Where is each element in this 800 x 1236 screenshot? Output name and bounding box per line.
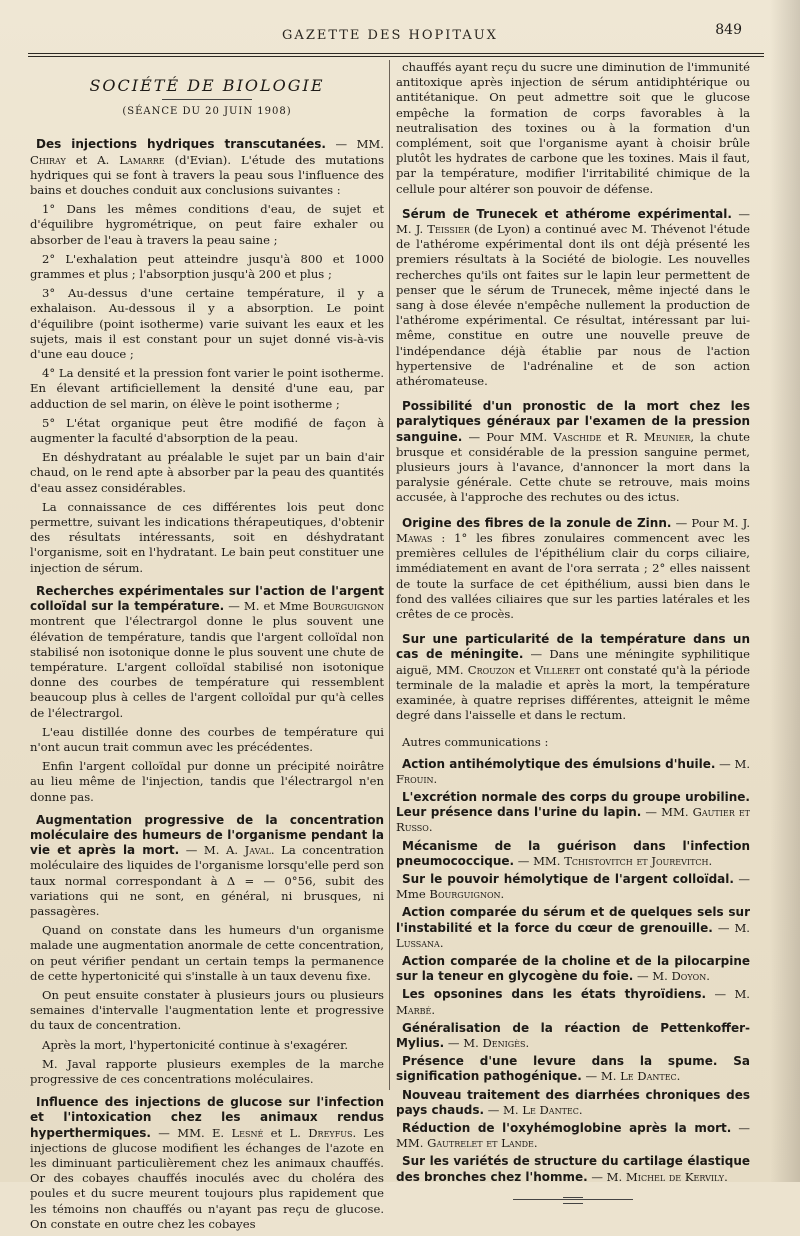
section-title: SOCIÉTÉ DE BIOLOGIE: [89, 76, 325, 95]
article-continuation: chauffés ayant reçu du sucre une diminution de l'immunité antitoxique après injection de sérum antidiphtérique ou antitétanique. On peut admettre soit que le glucose empêche la formation de corps favorables à la neutralisation des toxines ou à la formation d'un complément, soit que l'organisme ayant à choisir brûle plutôt les hydrates de carbone que les toxines. Mais il faut, par la température, modifier l'irritabilité chimique de la cellule pour altérer son pouvoir de défense.: [396, 60, 750, 196]
author-prefix: M.: [606, 1169, 623, 1184]
author-prefix: M. J.: [396, 222, 424, 237]
section-subtitle: (SÉANCE DU 20 JUIN 1908): [122, 106, 292, 118]
author-name: Vaschide: [553, 429, 602, 444]
author-name: Frouin.: [396, 771, 438, 786]
author-name: Lussana.: [396, 935, 444, 950]
article-title: Influence des injections de glucose sur l'infection et l'intoxication chez les animaux rendus hyperthermiques.: [30, 1095, 384, 1140]
article-text: , la chute brusque et considérable de la pression sanguine permet, plusieurs jours à l'avance, d'annoncer la mort dans la paralysie générale. Cette chute se retrouve, mais moins accusée, à l'approche des rechutes ou des ictus.: [396, 429, 750, 505]
article-lead: Origine des fibres de la zonule de Zinn. — Pour M. J. Mawas : 1° les fibres zonulaires commencent avec les premières cellules de l'épithélium clair du corps ciliaire, immédiatement en avant de l'ora serrata ; 2° elles naissent de toute la surface de cet épithélium, aussi bien dans le fond des vallées ciliaires que sur les parties latérales et les crêtes de ce procès.: [396, 515, 751, 621]
communication-item: Action comparée de la choline et de la pilocarpine sur la teneur en glycogène du foie. — M. Doyon.: [396, 953, 750, 984]
author-prefix: M. A.: [203, 843, 239, 858]
article-title: Recherches expérimentales sur l'action de l'argent colloïdal sur la température.: [30, 583, 384, 614]
communication-title: Action antihémolytique des émulsions d'huile.: [402, 756, 716, 771]
other-communications-label: Autres communications :: [402, 735, 549, 750]
article-title: Origine des fibres de la zonule de Zinn.: [402, 515, 672, 530]
author-prefix: M.: [463, 1035, 479, 1050]
article-injections-hydriques: [30, 137, 384, 575]
article-text: montrent que l'électrargol donne le plus souvent une élévation de température, tandis que l'argent colloïdal non stabilisé non isotonique donne le plus souvent une chute de température. L'argent colloïdal stabilisé non isotonique donne des courbes de température qui ressemblent beaucoup plus à celles de l'argent colloïdal pur qu'à celles de l'électrargol.: [30, 614, 384, 720]
communication-title: Action comparée du sérum et de quelques sels sur l'instabilité et la force du cœur de grenouille.: [396, 905, 750, 935]
paragraph: En déshydratant au préalable le sujet par un bain d'air chaud, on le rend apte à absorber par la peau des quantités d'eau assez considérables.: [30, 450, 384, 495]
communication-title: Les opsonines dans les états thyroïdiens.: [402, 987, 707, 1002]
communication-title: Nouveau traitement des diarrhées chroniques des pays chauds.: [396, 1087, 750, 1117]
article-title: Des injections hydriques transcutanées.: [36, 137, 326, 152]
paragraph: 1° Dans les mêmes conditions d'eau, de sujet et d'équilibre hygrométrique, on peut faire exhaler ou absorber de l'eau à travers la peau saine ;: [30, 202, 384, 247]
author-prefix: M.: [503, 1102, 519, 1117]
article-lead: Influence des injections de glucose sur l'infection et l'intoxication chez les animaux rendus hyperthermiques. — MM. E. Lesné et L. Dreyfus. Les injections de glucose modifient les échanges de l'azote en les diminuant particulièrement chez les animaux chauffés. Or des cobayes chauffés inoculés avec du choléra des poules et du sucre meurent toujours plus rapidement que les témoins non chauffés ou n'ayant pas reçu de glucose. On constate en outre chez les cobayes: [30, 1095, 385, 1231]
author-name: Michel de Kervily.: [625, 1169, 728, 1184]
author-name: Le Dantec.: [522, 1102, 583, 1117]
article-text: (d'Evian). L'étude des mutations hydriques qui se font à travers la peau sous l'influence des bains et douches conduit aux conclusions suivantes :: [30, 152, 385, 198]
communication-item: L'excrétion normale des corps du groupe urobiline. Leur présence dans l'urine du lapin. — MM. Gautier et Russo.: [396, 789, 751, 835]
page-edge-shadow: [770, 0, 800, 1182]
author-prefix: MM.: [356, 137, 384, 152]
author-join: et A.: [75, 152, 110, 167]
section-title-rule: [162, 99, 252, 100]
author-name: Tchistovitch et Jourevitch.: [564, 853, 713, 868]
communications-list: [396, 757, 750, 1185]
communication-item: Action antihémolytique des émulsions d'huile. — M. Frouin.: [396, 756, 751, 786]
communication-item: Mécanisme de la guérison dans l'infection pneumococcique. — MM. Tchistovitch et Jourevitch.: [396, 838, 750, 868]
article-serum-trunecek: [396, 207, 750, 389]
article-title: Sérum de Trunecek et athérome expérimental.: [402, 206, 732, 221]
article-lead: Sérum de Trunecek et athérome expérimental. — M. J. Teissier (de Lyon) a continué avec M. Thévenot l'étude de l'athérome expérimental dont ils ont déjà présenté les premiers résultats à la Société de biologie. Les nouvelles recherches qu'ils ont faites sur le lapin leur permettent de penser que le sérum de Trunecek, même injecté dans le sang à dose élevée n'empêche nullement la production de l'athérome expérimental. Ce résultat, intéressant par lui-même, constitue en outre une nouvelle preuve de l'indépendance déjà établie par nous de l'action hypertensive de l'adrénaline et de son action athéromateuse.: [396, 206, 751, 389]
author-prefix: MM.: [533, 853, 561, 868]
communication-item: Réduction de l'oxyhémoglobine après la mort. — MM. Gautrelet et Lande.: [396, 1121, 750, 1151]
author-prefix: M.: [652, 969, 668, 984]
author-join: et R.: [607, 429, 638, 444]
communication-title: Action comparée de la choline et de la pilocarpine sur la teneur en glycogène du foie.: [396, 953, 750, 984]
author-name: Gautier et Russo.: [396, 805, 751, 835]
paragraph: 4° La densité et la pression font varier le point isotherme. En élevant artificiellement la densité d'une eau, par adduction de sel marin, on élève le point isotherme ;: [30, 366, 384, 411]
author-name: Villeret: [534, 662, 580, 677]
author-name: Meunier: [643, 429, 691, 444]
paragraph: L'eau distillée donne des courbes de température qui n'ont aucun trait commun avec les précédentes.: [30, 724, 384, 754]
article-lead: Sur une particularité de la température dans un cas de méningite. — Dans une méningite syphilitique aiguë, MM. Crouzon et Villeret ont constaté qu'à la période terminale de la maladie et après la mort, la température examinée, à quatre reprises différentes, atteignit le même degré dans l'aisselle et dans le rectum.: [396, 632, 751, 723]
author-prefix: MM.: [396, 1136, 424, 1151]
author-prefix: M.: [734, 756, 751, 771]
author-name: Chiray: [30, 152, 66, 167]
paragraph: M. Javal rapporte plusieurs exemples de la marche progressive de ces concentrations moléculaires.: [30, 1056, 384, 1086]
communication-item: Sur les variétés de structure du cartilage élastique des bronches chez l'homme. — M. Michel de Kervily.: [396, 1154, 750, 1184]
author-name: Bourguignon.: [429, 887, 505, 902]
article-lead: Augmentation progressive de la concentration moléculaire des humeurs de l'organisme pendant la vie et après la mort. — M. A. Javal. La concentration moléculaire des liquides de l'organisme lorsqu'elle perd son taux normal correspondant à Δ = — 0°56, subit des variations qui ne sont, en général, ni brusques, ni passagères.: [30, 812, 384, 918]
communication-title: Présence d'une levure dans la spume. Sa signification pathogénique.: [396, 1054, 750, 1084]
communication-item: Les opsonines dans les états thyroïdiens. — M. Marbé.: [396, 987, 750, 1017]
author-join: et L.: [270, 1125, 301, 1140]
author-name: Mawas: [396, 530, 433, 545]
paragraph: Quand on constate dans les humeurs d'un organisme malade une augmentation anormale de cette concentration, on peut vérifier pendant un certain temps la permanence de cette hypertonicité qui s'installe à un taux devenu fixe.: [30, 923, 384, 983]
article-concentration-moleculaire: [30, 813, 384, 1087]
paragraph: 3° Au-dessus d'une certaine température, il y a exhalaison. Au-dessous il y a absorption. Le point d'équilibre (point isotherme) varie suivant les eaux et les sujets, mais il est constant pour un sujet donné vis-à-vis d'une eau douce ;: [30, 286, 384, 362]
author-prefix: Mme: [396, 887, 426, 902]
communication-title: Mécanisme de la guérison dans l'infection pneumococcique.: [396, 838, 750, 868]
article-meningite: [396, 632, 750, 723]
other-communications: [396, 735, 750, 1184]
communication-title: Généralisation de la réaction de Pettenkoffer-Mylius.: [396, 1020, 750, 1050]
communication-title: L'excrétion normale des corps du groupe urobiline. Leur présence dans l'urine du lapin.: [396, 789, 750, 820]
article-text: La concentration moléculaire des liquides de l'organisme lorsqu'elle perd son taux normal correspondant à Δ = — 0°56, subit des variations qui ne sont, en général, ni brusques, ni passagères.: [30, 843, 384, 918]
paragraph: On peut ensuite constater à plusieurs jours ou plusieurs semaines d'intervalle l'augmentation lente et progressive du taux de concentration.: [30, 987, 384, 1033]
author-name: Dreyfus: [308, 1125, 353, 1140]
end-ornament: [513, 1199, 633, 1200]
article-text: ont constaté qu'à la période terminale de la maladie et après la mort, la température examinée, à quatre reprises différentes, atteignit le même degré dans l'aisselle et dans le rectum.: [396, 662, 750, 723]
communication-title: Sur les variétés de structure du cartilage élastique des bronches chez l'homme.: [396, 1154, 750, 1184]
author-prefix: M. et Mme: [243, 599, 309, 614]
paragraph: 5° L'état organique peut être modifié de façon à augmenter la faculté d'absorption de la peau.: [30, 415, 384, 446]
article-text: Les injections de glucose modifient les échanges de l'azote en les diminuant particulièrement chez les animaux chauffés. Or des cobayes chauffés inoculés avec du choléra des poules et du sucre meurent toujours plus rapidement que les témoins non chauffés ou n'ayant pas reçu de glucose. On constate en outre chez les cobayes: [30, 1125, 385, 1231]
author-name: Bourguignon: [312, 599, 384, 614]
author-name: Le Dantec.: [620, 1069, 681, 1084]
author-prefix: Pour M. J.: [691, 515, 751, 530]
author-name: Crouzon: [467, 662, 516, 677]
header-rule-bottom: [28, 56, 764, 57]
author-prefix: Pour MM.: [486, 429, 548, 444]
column-divider: [389, 60, 390, 1090]
author-name: Javal: [244, 843, 271, 858]
communication-title: Réduction de l'oxyhémoglobine après la mort.: [402, 1121, 732, 1135]
author-name: Gautrelet et Lande.: [427, 1136, 538, 1151]
author-join: et: [519, 662, 531, 677]
article-text: : 1° les fibres zonulaires commencent avec les premières cellules de l'épithélium clair du corps ciliaire, immédiatement en avant de l'ora serrata ; 2° elles naissent de toute la surface de cet épithélium, aussi bien dans le fond des vallées ciliaires que sur les parties latérales et les crêtes de ce procès.: [396, 530, 751, 621]
left-column: [30, 60, 384, 1236]
article-zonule-zinn: [396, 516, 750, 622]
author-name: Lamarre: [119, 152, 165, 167]
article-argent-colloidal: [30, 584, 384, 805]
author-name: Doyon.: [671, 969, 710, 984]
author-name: Lesné: [231, 1125, 264, 1140]
author-prefix: M.: [734, 920, 750, 935]
paragraph: 2° L'exhalation peut atteindre jusqu'à 800 et 1000 grammes et plus ; l'absorption jusqu'à 200 et plus ;: [30, 251, 384, 282]
article-glucose-infection: [30, 1095, 384, 1232]
author-prefix: M.: [600, 1069, 617, 1084]
article-pronostic-mort: [396, 399, 750, 505]
article-lead: Des injections hydriques transcutanées. — MM. Chiray et A. Lamarre (d'Evian). L'étude des mutations hydriques qui se font à travers la peau sous l'influence des bains et douches conduit aux conclusions suivantes :: [30, 137, 385, 198]
communication-title: Sur le pouvoir hémolytique de l'argent colloïdal.: [402, 871, 734, 886]
article-title: Augmentation progressive de la concentration moléculaire des humeurs de l'organisme pendant la vie et après la mort.: [30, 812, 384, 858]
page-number: 849: [715, 22, 742, 38]
paragraph: La connaissance de ces différentes lois peut donc permettre, suivant les indications thérapeutiques, d'obtenir des résultats intéressants, soit en déshydratant l'organisme, soit en l'hydratant. Le bain peut constituer une injection de sérum.: [30, 499, 384, 575]
author-name: Teissier: [427, 222, 470, 237]
header-rule-top: [28, 53, 764, 54]
author-name: Denigès.: [482, 1035, 530, 1050]
paragraph: Enfin l'argent colloïdal pur donne un précipité noirâtre au lieu même de l'injection, tandis que l'électrargol n'en donne pas.: [30, 759, 384, 804]
author-name: Marbé.: [396, 1002, 436, 1017]
author-prefix: MM. E.: [177, 1125, 225, 1140]
article-title: Sur une particularité de la température dans un cas de méningite.: [396, 632, 750, 662]
communication-item: Présence d'une levure dans la spume. Sa signification pathogénique. — M. Le Dantec.: [396, 1054, 750, 1084]
page-header: [30, 22, 750, 48]
article-lead: Recherches expérimentales sur l'action de l'argent colloïdal sur la température. — M. et Mme Bourguignon montrent que l'électrargol donne le plus souvent une élévation de température, tandis que l'argent colloïdal non stabilisé non isotonique donne le plus souvent une chute de température. L'argent colloïdal stabilisé non isotonique donne des courbes de température qui ressemblent beaucoup plus à celles de l'argent colloïdal pur qu'à celles de l'électrargol.: [30, 583, 384, 720]
author-prefix: MM.: [661, 805, 689, 820]
paragraph: Après la mort, l'hypertonicité continue à s'exagérer.: [42, 1037, 349, 1052]
right-column: [396, 60, 750, 1200]
communication-item: Généralisation de la réaction de Pettenkoffer-Mylius. — M. Denigès.: [396, 1020, 750, 1050]
communication-item: Nouveau traitement des diarrhées chroniques des pays chauds. — M. Le Dantec.: [396, 1087, 750, 1117]
article-lead: Possibilité d'un pronostic de la mort chez les paralytiques généraux par l'examen de la pression sanguine. — Pour MM. Vaschide et R. Meunier, la chute brusque et considérable de la pression sanguine permet, plusieurs jours à l'avance, d'annoncer la mort dans la paralysie générale. Cette chute se retrouve, mais moins accusée, à l'approche des rechutes ou des ictus.: [396, 399, 750, 505]
journal-title: GAZETTE DES HOPITAUX: [282, 28, 498, 43]
article-text: Dans une méningite syphilitique aiguë, MM.: [396, 647, 751, 677]
communication-item: Action comparée du sérum et de quelques sels sur l'instabilité et la force du cœur de grenouille. — M. Lussana.: [396, 905, 750, 950]
communication-item: Sur le pouvoir hémolytique de l'argent colloïdal. — Mme Bourguignon.: [396, 871, 751, 902]
article-text: (de Lyon) a continué avec M. Thévenot l'étude de l'athérome expérimental dont ils ont déjà présenté les premiers résultats à la Société de biologie. Les nouvelles recherches qu'ils ont faites sur le lapin leur permettent de penser que le sérum de Trunecek, même injecté dans le sang à dose élevée n'empêche nullement la production de l'athérome expérimental. Ce résultat, intéressant par lui-même, constitue en outre une nouvelle preuve de l'indépendance déjà établie par nous de l'action hypertensive de l'adrénaline et de son action athéromateuse.: [396, 222, 751, 389]
article-title: Possibilité d'un pronostic de la mort chez les paralytiques généraux par l'examen de la pression sanguine.: [396, 399, 750, 444]
author-prefix: M.: [734, 987, 750, 1002]
